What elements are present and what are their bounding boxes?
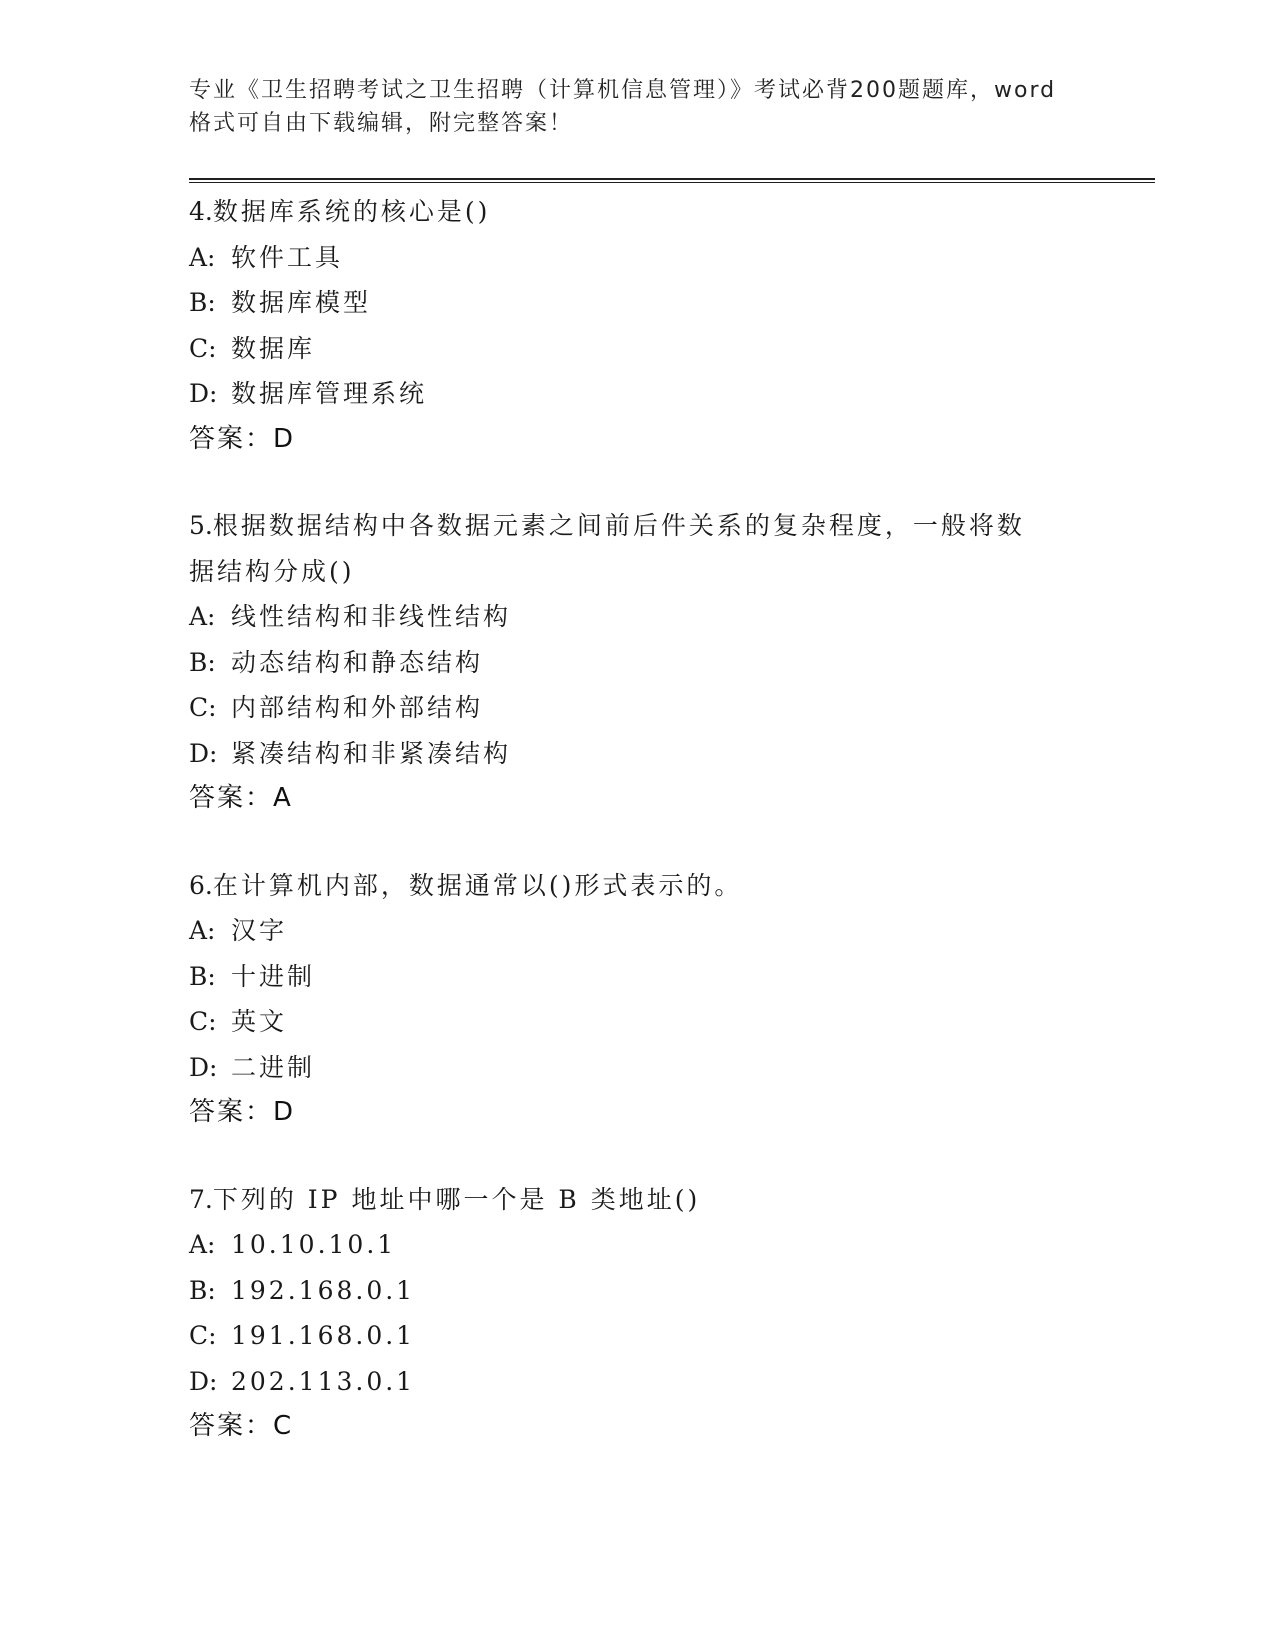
question-stem	[189, 549, 1089, 595]
answer-option	[189, 594, 1089, 640]
answer-key: 答案：C	[189, 1411, 294, 1441]
answer-option	[189, 1045, 1089, 1091]
answer-option	[189, 640, 1089, 686]
answer-option	[189, 1313, 1089, 1359]
question-stem-text: 数据库系统的核心是()	[212, 197, 491, 226]
option-text: 内部结构和外部结构	[231, 693, 484, 722]
option-letter: B:	[189, 1275, 216, 1305]
option-letter: A:	[189, 602, 216, 631]
question-block	[189, 503, 1089, 822]
divider-line-thick	[189, 178, 1155, 180]
answer-option	[189, 235, 1089, 281]
question-stem-text: 下列的 IP 地址中哪一个是 B 类地址()	[212, 1184, 701, 1214]
option-text: 数据库模型	[231, 288, 372, 317]
option-text: 紧凑结构和非紧凑结构	[231, 738, 512, 768]
option-text: 动态结构和静态结构	[231, 647, 484, 677]
header-line-2: 格式可自由下载编辑，附完整答案！	[189, 111, 574, 136]
question-stem	[189, 863, 1089, 909]
option-letter: D:	[189, 738, 218, 768]
option-letter: B:	[189, 961, 216, 991]
option-text: 192.168.0.1	[231, 1275, 416, 1305]
option-text: 数据库管理系统	[231, 379, 428, 408]
answer-option	[189, 1222, 1089, 1268]
question-number: 7.	[189, 1184, 213, 1214]
option-letter: C:	[189, 1321, 217, 1350]
question-stem-text: 据结构分成()	[189, 556, 355, 586]
question-stem-text: 在计算机内部，数据通常以()形式表示的。	[212, 870, 743, 900]
answer-key: 答案：D	[189, 423, 296, 454]
option-letter: B:	[189, 288, 216, 317]
option-letter: A:	[189, 242, 216, 272]
option-letter: B:	[189, 647, 216, 677]
answer-option	[189, 999, 1089, 1045]
question-stem	[189, 1177, 1089, 1223]
question-stem-text: 根据数据结构中各数据元素之间前后件关系的复杂程度，一般将数	[212, 511, 1025, 540]
question-number: 4.	[189, 197, 213, 226]
question-block	[189, 863, 1089, 1136]
option-text: 汉字	[231, 916, 288, 945]
option-letter: C:	[189, 1007, 217, 1036]
answer-option	[189, 1268, 1089, 1314]
option-text: 二进制	[231, 1052, 316, 1082]
question-stem	[189, 503, 1089, 549]
option-text: 线性结构和非线性结构	[231, 602, 512, 631]
option-text: 十进制	[231, 961, 316, 991]
answer-option	[189, 908, 1089, 954]
answer-option	[189, 954, 1089, 1000]
option-text: 软件工具	[231, 242, 344, 272]
option-text: 202.113.0.1	[231, 1366, 416, 1396]
question-stem	[189, 189, 1089, 235]
question-block	[189, 1177, 1089, 1450]
answer-option	[189, 685, 1089, 731]
answer-option	[189, 731, 1089, 777]
answer-option	[189, 280, 1089, 326]
option-text: 191.168.0.1	[231, 1321, 416, 1350]
option-letter: C:	[189, 693, 217, 722]
question-list	[189, 189, 1089, 1491]
option-letter: D:	[189, 1366, 218, 1396]
header-divider	[189, 178, 1155, 184]
question-block	[189, 189, 1089, 462]
option-letter: A:	[189, 916, 216, 945]
question-number: 5.	[189, 511, 213, 540]
answer-option	[189, 371, 1089, 417]
divider-line-thin	[189, 182, 1155, 183]
header-line-1: 专业《卫生招聘考试之卫生招聘（计算机信息管理）》考试必背200题题库，word	[189, 78, 1057, 103]
option-text: 10.10.10.1	[231, 1230, 397, 1259]
option-letter: D:	[189, 379, 218, 408]
option-text: 英文	[231, 1007, 288, 1036]
document-header	[189, 74, 1089, 140]
option-letter: D:	[189, 1052, 218, 1082]
answer-option	[189, 1359, 1089, 1405]
option-letter: C:	[189, 333, 217, 363]
option-letter: A:	[189, 1230, 216, 1259]
answer-option	[189, 326, 1089, 372]
option-text: 数据库	[231, 333, 316, 363]
answer-key: 答案：A	[189, 783, 293, 813]
answer-key: 答案：D	[189, 1097, 296, 1127]
question-number: 6.	[189, 870, 213, 900]
